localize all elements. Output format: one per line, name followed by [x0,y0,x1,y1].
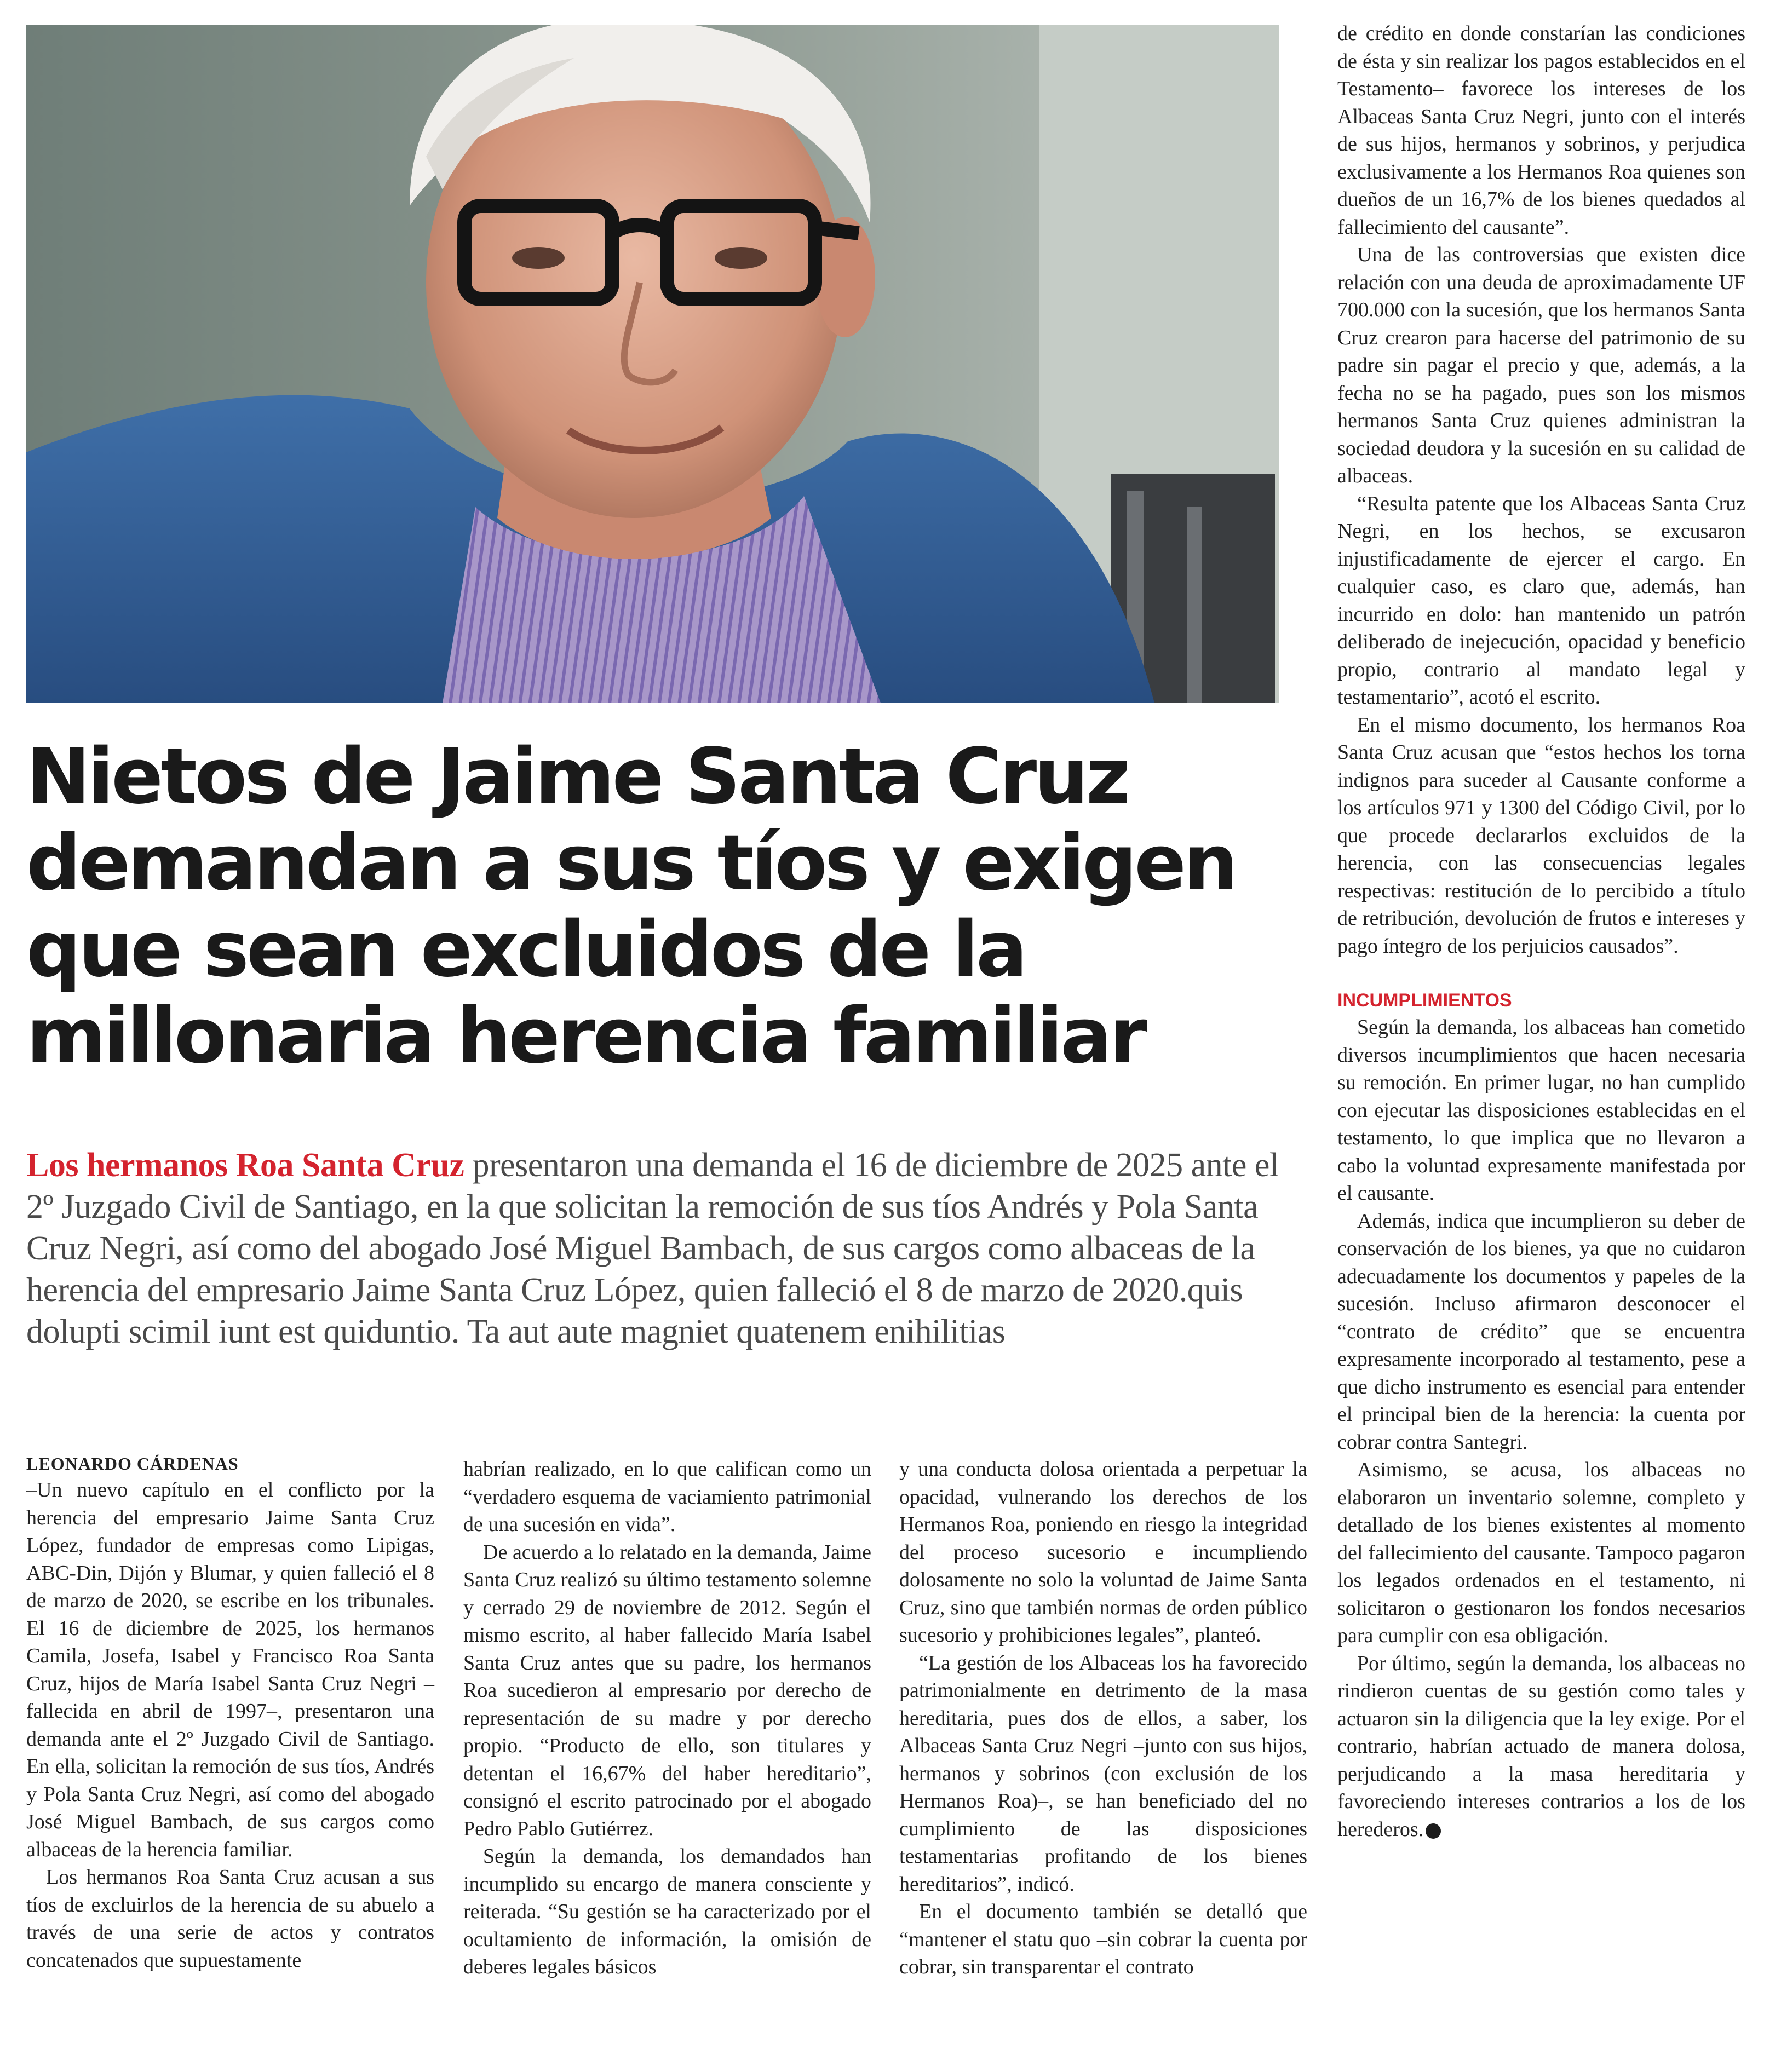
paragraph: Según la demanda, los demandados han incumplido su encargo de manera consciente y reiterada. “Su gestión se ha caracterizado por el ocultamiento de información, la omisión de deberes legales básicos [463,1845,871,1978]
paragraph: Los hermanos Roa Santa Cruz acusan a sus tíos de excluirlos de la herencia de su abuelo a través de una serie de actos y contratos concatenados que supuestamente [26,1866,434,1972]
end-mark-icon: P [1426,1823,1441,1839]
article-column-1 [26,1451,434,1974]
paragraph: Según la demanda, los albaceas han cometido diversos incumplimientos que hacen necesaria su remoción. En primer lugar, no han cumplido con ejecutar las disposiciones establecidas en el testamento, lo que implica que no llevaron a cabo la voluntad expresamente manifestada por el causante. [1337,1016,1745,1205]
paragraph: Asimismo, se acusa, los albaceas no elaboraron un inventario solemne, completo y detallado de los bienes existentes al momento del fallecimiento del causante. Tampoco pagaron los legados ordenados en el testamento, ni solicitaron o gestionaron los fondos necesarios para cumplir con esa obligación. [1337,1458,1745,1647]
paragraph: habrían realizado, en lo que califican como un “verdadero esquema de vaciamiento patrimonial de una sucesión en vida”. [463,1458,871,1536]
portrait-photo-illustration [26,25,1279,703]
article-column-2 [463,1455,871,1981]
paragraph: y una conducta dolosa orientada a perpetuar la opacidad, vulnerando los derechos de los Hermanos Roa, poniendo en riesgo la integridad del proceso sucesorio e incumpliendo dolosamente no solo la voluntad de Jaime Santa Cruz, sino que también normas de orden público sucesorio y prohibiciones legales”, planteó. [899,1458,1307,1647]
article-column-3 [899,1455,1307,1981]
paragraph: Una de las controversias que existen dice relación con una deuda de aproximadamente UF 700.000 con la sucesión, que los hermanos Santa Cruz crearon para hacerse del patrimonio de su padre sin pagar el precio y que, además, a la fecha no se ha pagado, pues son los mismos hermanos Santa Cruz quienes administran la sociedad deudora y la sucesión en su calidad de albaceas. [1337,243,1745,487]
headline: Nietos de Jaime Santa Cruz demandan a sus tíos y exigen que sean excluidos de la millonaria herencia familiar [26,732,1236,1081]
paragraph-final [1337,1650,1745,1844]
lede-lead-in: Los hermanos Roa Santa Cruz [26,1147,464,1184]
paragraph: Además, indica que incumplieron su deber de conservación de los bienes, ya que no cuidaron adecuadamente los documentos y papeles de la sucesión. Incluso afirmaron desconocer el “contrato de crédito” que se encuentra expresamente incorporado al testamento, pese a que dicho instrumento es esencial para entender el principal bien de la herencia: la cuenta por cobrar contra Santegri. [1337,1209,1745,1454]
lede-text: presentaron una demanda el 16 de diciembre de 2025 ante el 2º Juzgado Civil de Santiago, en la que solicitan la remoción de sus tíos Andrés y Pola Santa Cruz Negri, así como del abogado José Miguel Bambach, de sus cargos como albaceas de la herencia del empresario Jaime Santa Cruz López, quien falleció el 8 de marzo de 2020.quis dolupti scimil iunt est quiduntio. Ta aut aute magniet quatenem enihilitias [26,1147,1279,1350]
final-paragraph-text: Por último, según la demanda, los albaceas no rindieron cuentas de su gestión como tales y actuaron sin la diligencia que la ley exige. Por el contrario, habrían actuado de manera dolosa, perjudicando a la masa hereditaria y favoreciendo intereses contrarios a los de los herederos. [1337,1651,1745,1841]
paragraph: de crédito en donde constarían las condiciones de ésta y sin realizar los pagos establecidos en el Testamento– favorece los intereses de los Albaceas Santa Cruz Negri, junto con el interés de sus hijos, hermanos y sobrinos, y perjudica exclusivamente a los Hermanos Roa quienes son dueños de un 16,7% de los bienes quedados al fallecimiento del causante”. [1337,22,1745,239]
paragraph: –Un nuevo capítulo en el conflicto por la herencia del empresario Jaime Santa Cruz López, fundador de empresas como Lipigas, ABC-Din, Dijón y Blumar, y quien falleció el 8 de marzo de 2020, se escribe en los tribunales. El 16 de diciembre de 2025, los hermanos Camila, Josefa, Isabel y Francisco Roa Santa Cruz, hijos de María Isabel Santa Cruz Negri –fallecida en abril de 1997–, presentaron una demanda ante el 2º Juzgado Civil de Santiago. En ella, solicitan la remoción de sus tíos, Andrés y Pola Santa Cruz Negri, así como del abogado José Miguel Bambach, de sus cargos como albaceas de la herencia familiar. [26,1478,434,1861]
paragraph: En el documento también se detalló que “mantener el statu quo –sin cobrar la cuenta por cobrar, sin transparentar el contrato [899,1900,1307,1978]
section-heading: INCUMPLIMIENTOS [1337,990,1512,1011]
article-photo [26,25,1279,703]
byline: LEONARDO CÁRDENAS [26,1454,239,1474]
lede [26,1144,1286,1352]
paragraph: “Resulta patente que los Albaceas Santa Cruz Negri, en los hechos, se excusaron injustificadamente de ejercer el cargo. En cualquier caso, es claro que, además, han incurrido en dolo: han mantenido un patrón deliberado de inejecución, opacidad y beneficio propio, contrario al mandato legal y testamentario”, acotó el escrito. [1337,492,1745,709]
paragraph: En el mismo documento, los hermanos Roa Santa Cruz acusan que “estos hechos los torna indignos para suceder al Causante conforme a los artículos 971 y 1300 del Código Civil, por lo que procede declararlos excluidos de la herencia, con las consecuencias legales respectivas: restitución de lo percibido a título de retribución, devolución de frutos e intereses y pago íntegro de los perjuicios causados”. [1337,713,1745,958]
article-column-4 [1337,20,1745,1843]
paragraph: De acuerdo a lo relatado en la demanda, Jaime Santa Cruz realizó su último testamento solemne y cerrado 29 de noviembre de 2012. Según el mismo escrito, al haber fallecido María Isabel Santa Cruz antes que su padre, los hermanos Roa sucedieron al empresario por derecho de representación de su madre y por derecho propio. “Producto de ello, son titulares y detentan el 16,67% del haber hereditario”, consignó el escrito patrocinado por el abogado Pedro Pablo Gutiérrez. [463,1540,871,1840]
paragraph: “La gestión de los Albaceas los ha favorecido patrimonialmente en detrimento de la masa hereditaria, pues dos de ellos, a saber, los Albaceas Santa Cruz Negri –junto con sus hijos, hermanos y sobrinos (con exclusión de los Hermanos Roa)–, se han beneficiado del no cumplimiento de las disposiciones testamentarias profitando de los bienes hereditarios”, indicó. [899,1651,1307,1896]
